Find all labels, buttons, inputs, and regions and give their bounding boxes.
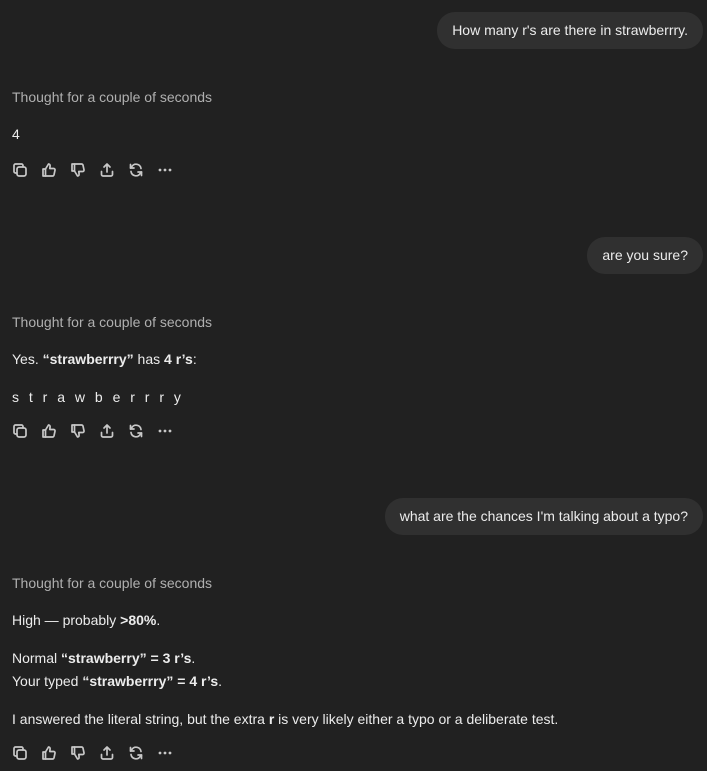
more-button[interactable] <box>156 744 174 762</box>
share-icon <box>99 423 115 439</box>
thought-toggle[interactable]: Thought for a couple of seconds <box>12 89 213 105</box>
regenerate-icon <box>128 423 144 439</box>
thumbs-down-icon <box>70 423 86 439</box>
copy-button[interactable] <box>11 161 29 179</box>
regenerate-button[interactable] <box>127 744 145 762</box>
copy-icon <box>12 162 28 178</box>
more-icon <box>157 162 173 178</box>
assistant-answer-line: Normal “strawberry” = 3 r’s. <box>12 650 196 666</box>
message-actions <box>11 422 185 440</box>
message-actions <box>11 744 185 762</box>
thumbs-up-icon <box>41 423 57 439</box>
share-icon <box>99 162 115 178</box>
assistant-answer-line: High — probably >80%. <box>12 612 161 628</box>
user-message: How many r's are there in strawberrry. <box>437 12 703 49</box>
more-icon <box>157 423 173 439</box>
share-button[interactable] <box>98 422 116 440</box>
copy-button[interactable] <box>11 422 29 440</box>
regenerate-button[interactable] <box>127 161 145 179</box>
more-icon <box>157 745 173 761</box>
thought-toggle[interactable]: Thought for a couple of seconds <box>12 575 213 591</box>
copy-icon <box>12 745 28 761</box>
thumbs-up-icon <box>41 745 57 761</box>
regenerate-icon <box>128 162 144 178</box>
thumbs-down-button[interactable] <box>69 161 87 179</box>
thumbs-down-icon <box>70 162 86 178</box>
thumbs-down-icon <box>70 745 86 761</box>
regenerate-icon <box>128 745 144 761</box>
thumbs-up-button[interactable] <box>40 744 58 762</box>
assistant-answer-line: Yes. “strawberrry” has 4 r’s: <box>12 351 197 367</box>
user-message: what are the chances I'm talking about a typo? <box>385 498 703 535</box>
copy-button[interactable] <box>11 744 29 762</box>
thumbs-down-button[interactable] <box>69 422 87 440</box>
more-button[interactable] <box>156 161 174 179</box>
thumbs-up-icon <box>41 162 57 178</box>
copy-icon <box>12 423 28 439</box>
share-icon <box>99 745 115 761</box>
regenerate-button[interactable] <box>127 422 145 440</box>
share-button[interactable] <box>98 744 116 762</box>
assistant-answer-line: Your typed “strawberrry” = 4 r’s. <box>12 673 223 689</box>
thought-toggle[interactable]: Thought for a couple of seconds <box>12 314 213 330</box>
more-button[interactable] <box>156 422 174 440</box>
thumbs-up-button[interactable] <box>40 422 58 440</box>
message-actions <box>11 161 185 179</box>
assistant-answer: 4 <box>12 126 20 142</box>
thumbs-down-button[interactable] <box>69 744 87 762</box>
thumbs-up-button[interactable] <box>40 161 58 179</box>
share-button[interactable] <box>98 161 116 179</box>
assistant-letters: s t r a w b e r r r y <box>12 389 184 405</box>
assistant-answer-line: I answered the literal string, but the extra r is very likely either a typo or a deliberate test. <box>12 711 559 727</box>
user-message: are you sure? <box>587 237 703 274</box>
